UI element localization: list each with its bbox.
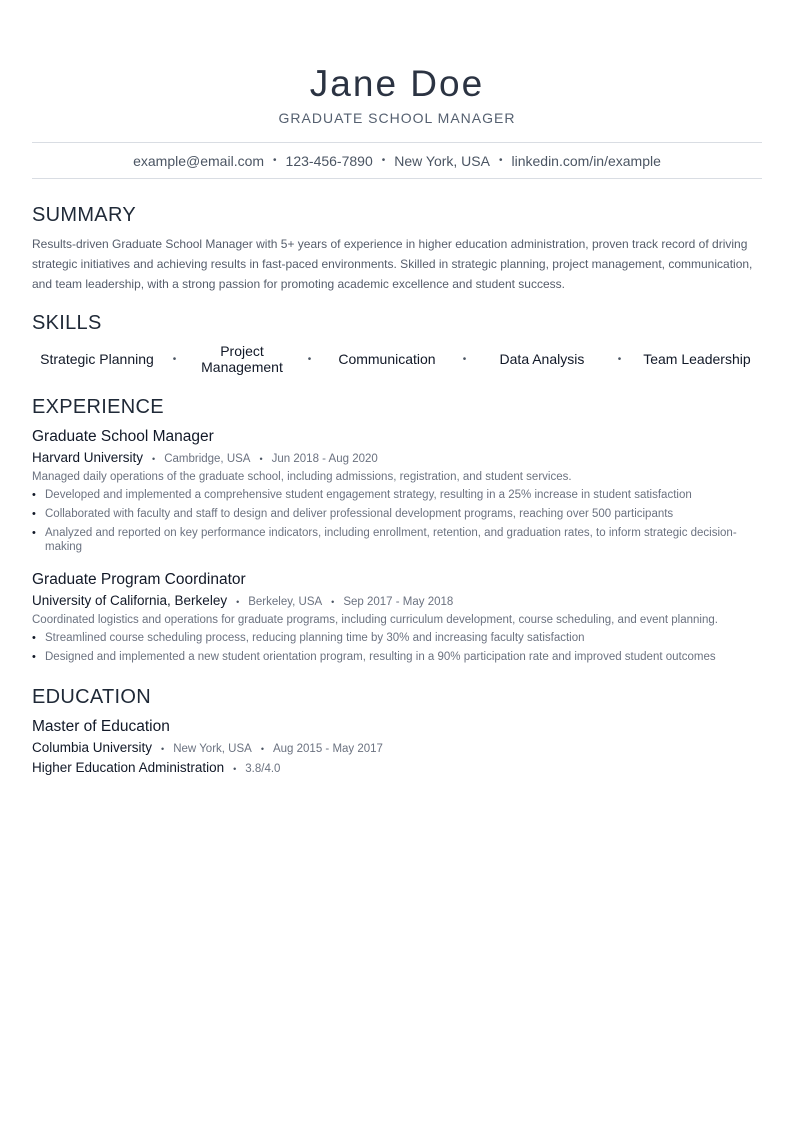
list-item: • Developed and implemented a comprehensive student engagement strategy, resulting in a 25% increase in student satisfaction bbox=[32, 489, 692, 501]
meta-separator: • bbox=[260, 744, 264, 754]
job-dates: Jun 2018 - Aug 2020 bbox=[271, 453, 378, 465]
summary-heading: SUMMARY bbox=[32, 204, 136, 226]
school-location: New York, USA bbox=[173, 743, 252, 755]
list-item: • Designed and implemented a new student orientation program, resulting in a 90% participation rate and improved student outcomes bbox=[32, 651, 716, 663]
bullet-icon: • bbox=[32, 527, 36, 539]
skill-item: Data Analysis bbox=[499, 351, 585, 367]
education-meta bbox=[32, 740, 383, 755]
meta-separator: • bbox=[236, 597, 240, 607]
contact-separator: • bbox=[381, 155, 386, 166]
job-description: Managed daily operations of the graduate school, including admissions, registration, and student services. bbox=[32, 471, 572, 483]
degree-title: Master of Education bbox=[32, 718, 170, 735]
contact-separator: • bbox=[498, 155, 503, 166]
candidate-role: GRADUATE SCHOOL MANAGER bbox=[278, 110, 516, 126]
meta-separator: • bbox=[152, 454, 156, 464]
job-title: Graduate School Manager bbox=[32, 428, 214, 445]
education-dates: Aug 2015 - May 2017 bbox=[272, 743, 383, 755]
education-field-meta bbox=[32, 760, 280, 775]
bullet-icon: • bbox=[32, 632, 36, 644]
bullet-icon: • bbox=[32, 489, 36, 501]
bullet-icon: • bbox=[32, 651, 36, 663]
skill-separator: • bbox=[617, 353, 622, 365]
skill-item: Team Leadership bbox=[643, 351, 751, 367]
skill-item: Strategic Planning bbox=[40, 351, 154, 367]
job-organization: Harvard University bbox=[32, 450, 144, 465]
list-item: • Collaborated with faculty and staff to design and deliver professional development programs, reaching over 500 participants bbox=[32, 508, 674, 520]
skill-item: Communication bbox=[338, 351, 436, 367]
contact-linkedin[interactable]: linkedin.com/in/example bbox=[511, 152, 661, 169]
meta-separator: • bbox=[233, 764, 237, 774]
job-organization: University of California, Berkeley bbox=[32, 593, 228, 608]
job-dates: Sep 2017 - May 2018 bbox=[343, 596, 454, 608]
skills-list bbox=[32, 340, 762, 378]
job-location: Cambridge, USA bbox=[164, 453, 251, 465]
skill-separator: • bbox=[462, 353, 467, 365]
skill-item: Project Management bbox=[201, 343, 283, 375]
job-location: Berkeley, USA bbox=[248, 596, 323, 608]
contact-email[interactable]: example@email.com bbox=[133, 152, 265, 169]
school-name: Columbia University bbox=[32, 740, 153, 755]
contact-separator: • bbox=[273, 155, 277, 166]
list-item: • Analyzed and reported on key performance indicators, including enrollment, retention, and graduation rates, to inform strategic decision-making bbox=[32, 527, 737, 553]
experience-heading: EXPERIENCE bbox=[32, 396, 164, 418]
job-description: Coordinated logistics and operations for graduate programs, including curriculum development, course scheduling, and event planning. bbox=[32, 614, 718, 626]
job-title: Graduate Program Coordinator bbox=[32, 571, 246, 588]
education-heading: EDUCATION bbox=[32, 686, 151, 708]
candidate-name: Jane Doe bbox=[309, 63, 485, 104]
meta-separator: • bbox=[331, 597, 335, 607]
meta-separator: • bbox=[161, 744, 165, 754]
gpa: 3.8/4.0 bbox=[245, 763, 281, 775]
list-item: • Streamlined course scheduling process, reducing planning time by 30% and increasing faculty satisfaction bbox=[32, 632, 585, 644]
skill-separator: • bbox=[307, 353, 312, 365]
job-meta bbox=[32, 450, 378, 465]
job-bullets bbox=[32, 488, 762, 559]
summary-text: Results-driven Graduate School Manager with 5+ years of experience in higher education administration, proven track record of driving strategic initiatives and achieving results in fast-paced environments. Skilled in strategic planning, project management, communication, and team leadership, with a strong passion for promoting academic excellence and student success. bbox=[32, 237, 753, 291]
contact-bar bbox=[32, 142, 762, 179]
bullet-icon: • bbox=[32, 508, 36, 520]
contact-location: New York, USA bbox=[394, 152, 490, 169]
field-of-study: Higher Education Administration bbox=[32, 760, 225, 775]
job-bullets bbox=[32, 631, 762, 669]
meta-separator: • bbox=[259, 454, 263, 464]
skill-separator: • bbox=[172, 353, 177, 365]
job-meta bbox=[32, 593, 453, 608]
contact-phone[interactable]: 123-456-7890 bbox=[285, 152, 373, 169]
skills-heading: SKILLS bbox=[32, 312, 102, 334]
